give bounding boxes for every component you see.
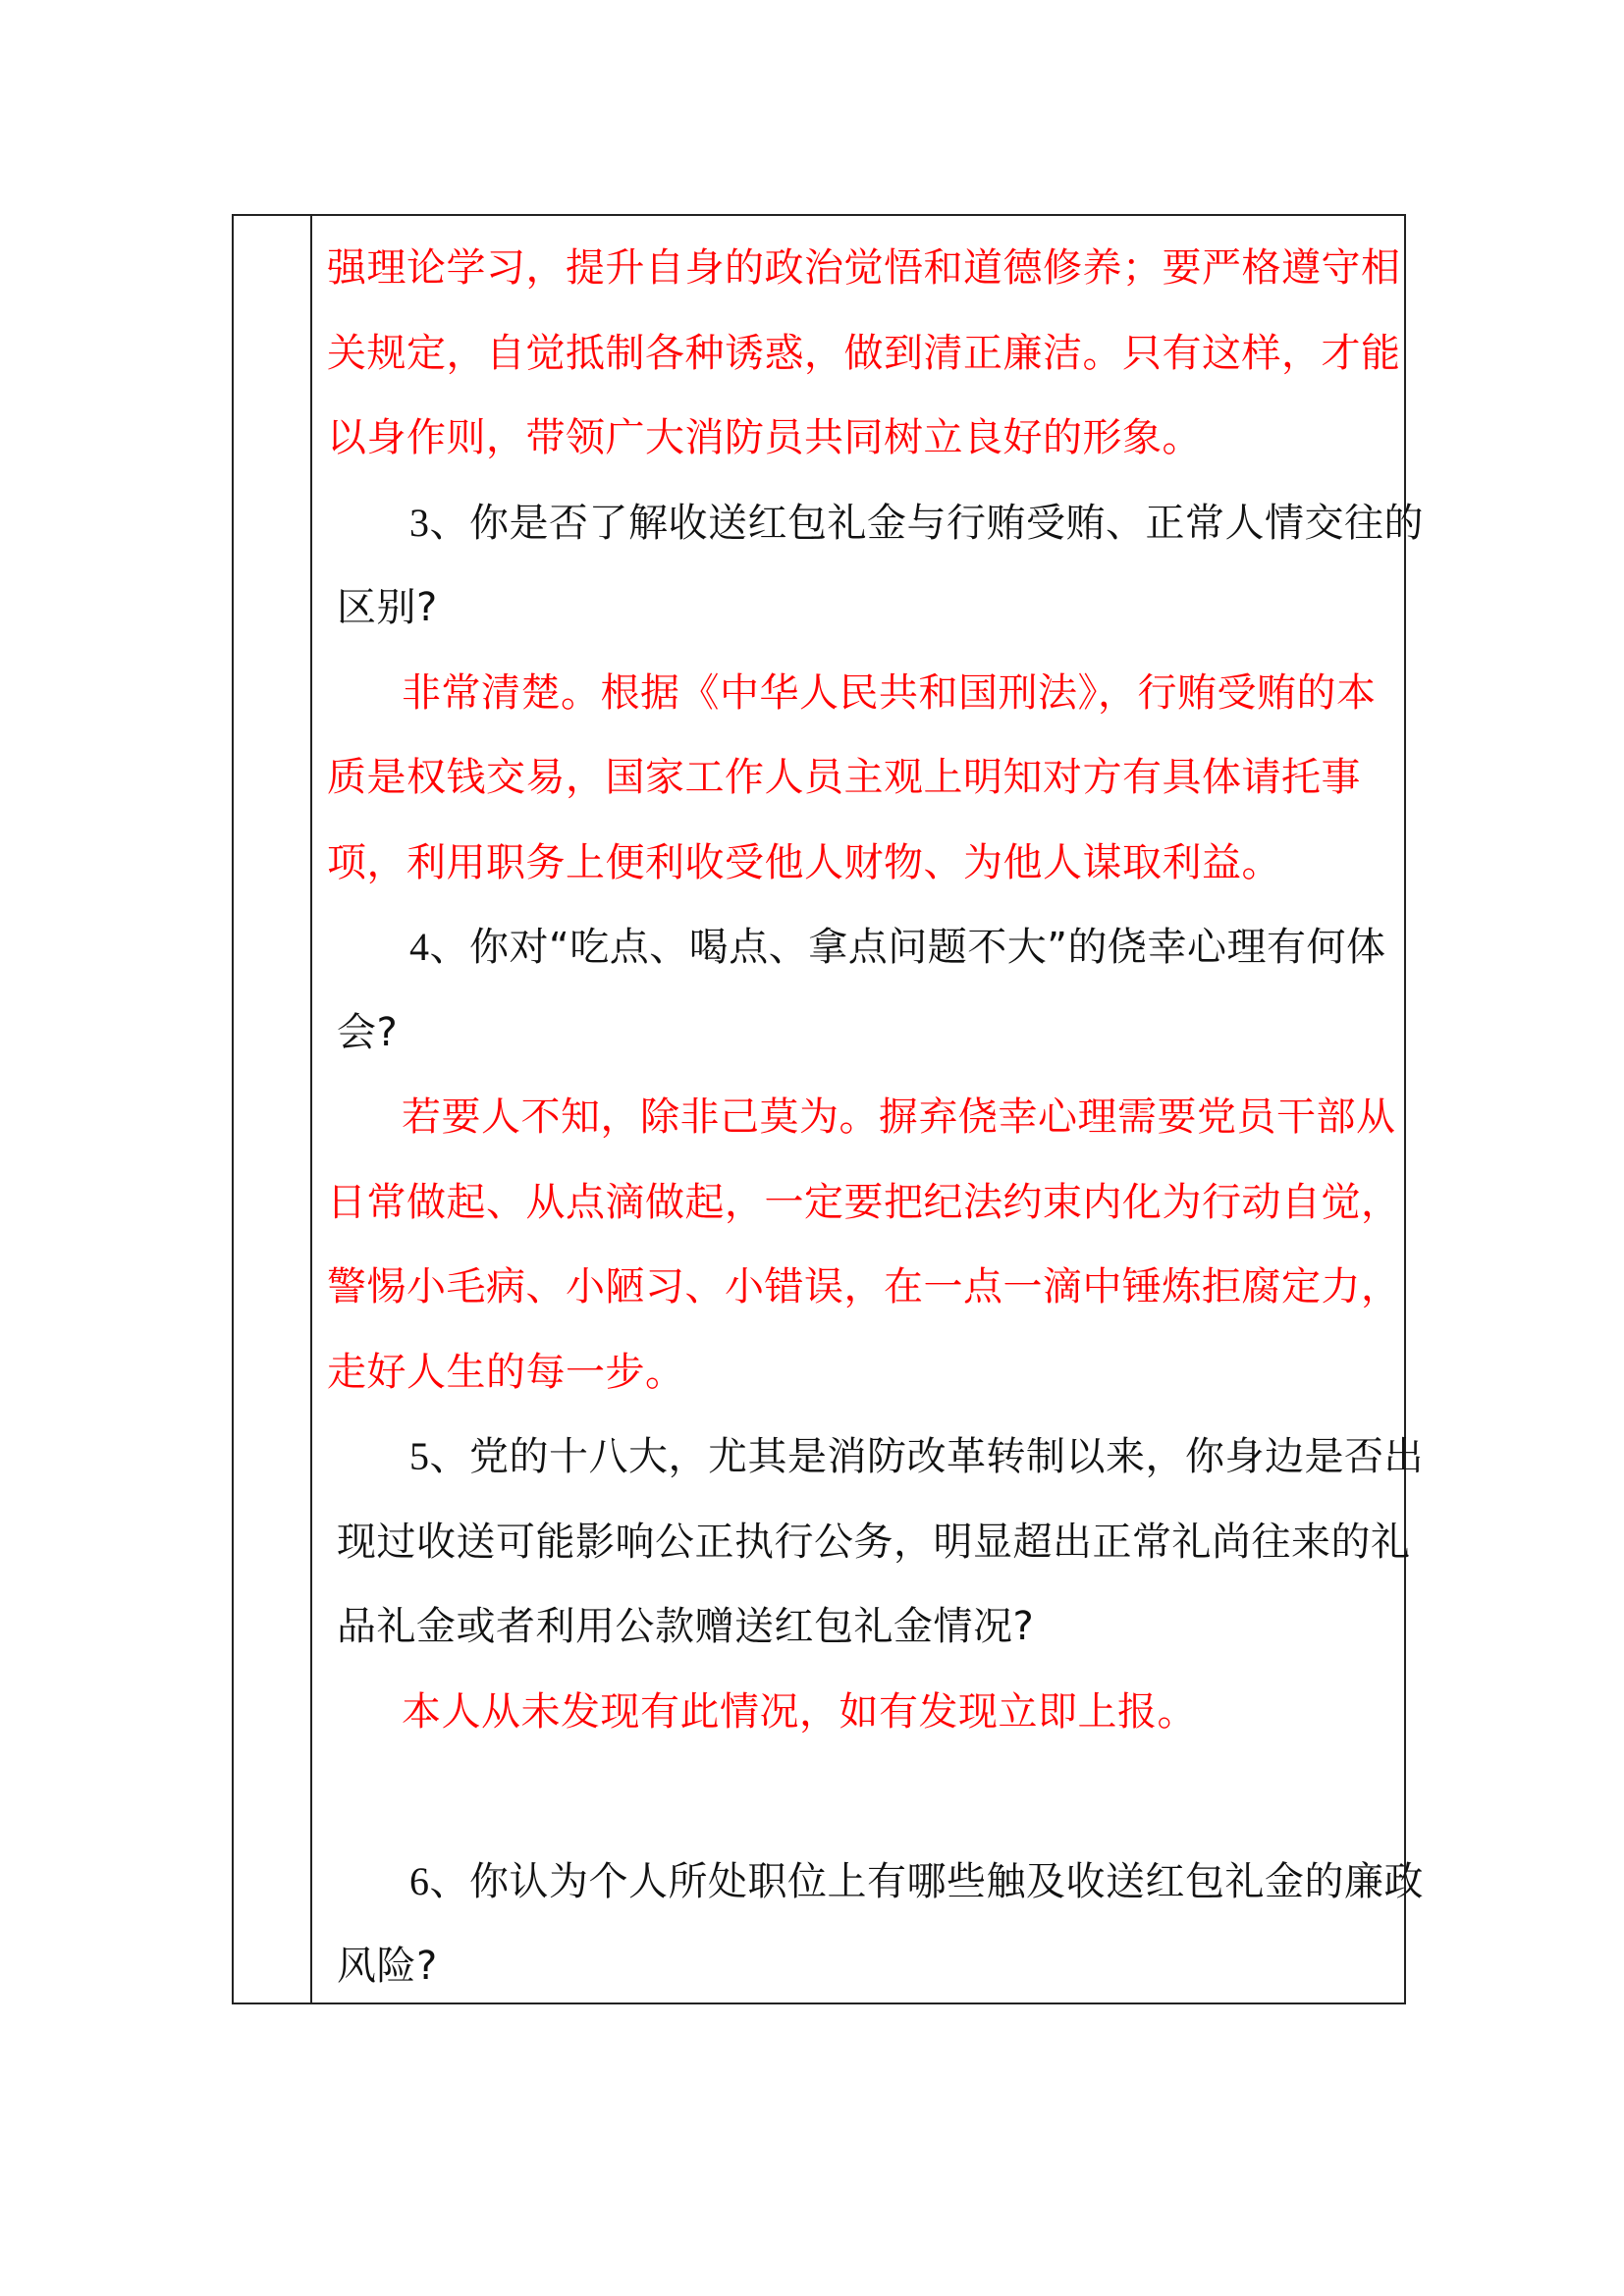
answer-4-line-4: 走好人生的每一步。 [327,1349,685,1395]
question-5-line-1 [327,1415,1424,1500]
column-divider [310,216,312,2002]
question-5-line-3: 品礼金或者利用公款赠送红包礼金情况? [337,1604,1035,1649]
questionnaire-table [232,214,1424,2004]
question-3-line-1 [327,481,1424,566]
answer-4-line-2: 日常做起、从点滴做起，一定要把纪法约束内化为行动自觉， [327,1179,1401,1225]
question-4-line-2: 会? [337,1009,399,1055]
question-5-text: 、党的十八大，尤其是消防改革转制以来，你身边是否出 [429,1434,1424,1479]
table-content-cell [327,226,1424,2009]
question-5-line-2: 现过收送可能影响公正执行公务，明显超出正常礼尚往来的礼 [337,1519,1411,1565]
question-6-line-1 [327,1840,1424,1925]
blank-line [327,1754,1397,1840]
answer-2-line-1: 强理论学习，提升自身的政治觉悟和道德修养；要严格遵守相 [327,245,1401,291]
answer-2-line-3: 以身作则，带领广大消防员共同树立良好的形象。 [327,415,1202,460]
question-3-text: 、你是否了解收送红包礼金与行贿受贿、正常人情交往的 [429,500,1424,546]
question-3-line-2: 区别? [337,585,438,630]
answer-3-line-1: 非常清楚。根据《中华人民共和国刑法》，行贿受贿的本 [402,669,1377,716]
question-6-number: 6 [409,1858,430,1903]
question-5-number: 5 [409,1434,430,1478]
answer-5-line-1: 本人从未发现有此情况，如有发现立即上报。 [402,1688,1197,1735]
answer-3-line-2: 质是权钱交易，国家工作人员主观上明知对方有具体请托事 [327,755,1361,800]
question-4-number: 4 [409,925,430,969]
answer-4-line-1: 若要人不知，除非己莫为。摒弃侥幸心理需要党员干部从 [402,1095,1396,1140]
question-4-text: 、你对“吃点、喝点、拿点问题不大”的侥幸心理有何体 [429,925,1386,970]
question-4-line-1 [327,905,1397,990]
answer-2-line-2: 关规定，自觉抵制各种诱惑，做到清正廉洁。只有这样，才能 [327,330,1401,376]
answer-4-line-3: 警惕小毛病、小陋习、小错误，在一点一滴中锤炼拒腐定力， [327,1264,1401,1309]
question-3-number: 3 [409,500,430,545]
question-6-line-2: 风险? [337,1944,438,1989]
question-6-text: 、你认为个人所处职位上有哪些触及收送红包礼金的廉政 [429,1858,1424,1904]
answer-3-line-3: 项，利用职务上便利收受他人财物、为他人谋取利益。 [327,839,1281,885]
